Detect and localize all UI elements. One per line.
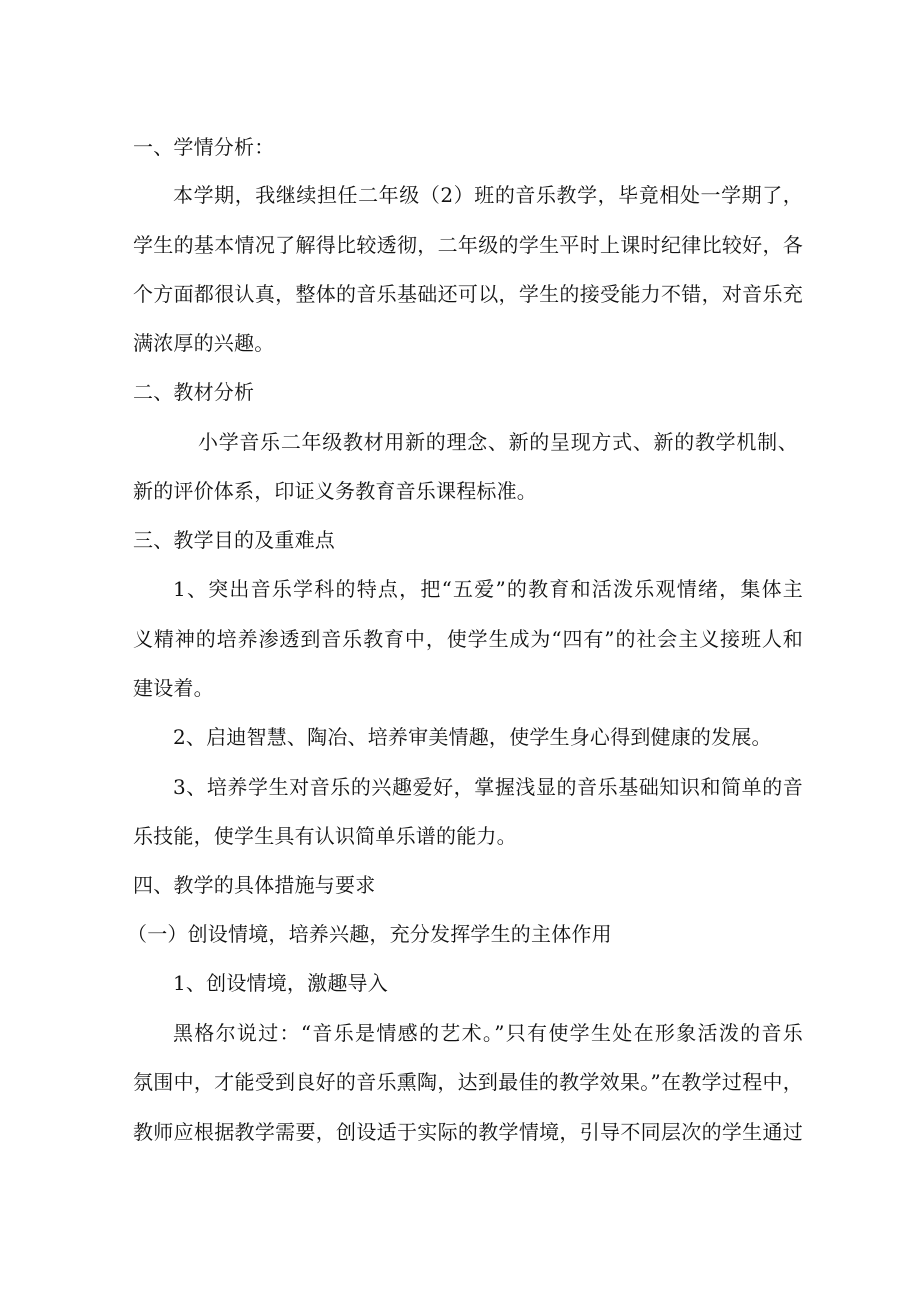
paragraph-line: 教师应根据教学需要，创设适于实际的教学情境，引导不同层次的学生通过 <box>133 1120 803 1144</box>
section-heading-1: 一、学情分析： <box>133 135 275 159</box>
paragraph-line: 学生的基本情况了解得比较透彻，二年级的学生平时上课时纪律比较好，各 <box>133 233 803 257</box>
paragraph-line: 满浓厚的兴趣。 <box>133 331 275 355</box>
list-item-line: 3、培养学生对音乐的兴趣爱好，掌握浅显的音乐基础知识和简单的音 <box>173 775 803 799</box>
section-heading-3: 三、教学目的及重难点 <box>133 528 335 552</box>
section-heading-2: 二、教材分析 <box>133 380 255 404</box>
list-item-line: 建设着。 <box>133 676 214 700</box>
list-item-line: 乐技能，使学生具有认识简单乐谱的能力。 <box>133 824 517 848</box>
paragraph-line: 新的评价体系，印证义务教育音乐课程标准。 <box>133 479 537 503</box>
sub-heading: （一）创设情境，培养兴趣，充分发挥学生的主体作用 <box>127 922 612 946</box>
list-item-line: 1、突出音乐学科的特点，把“五爱”的教育和活泼乐观情绪，集体主 <box>173 577 803 601</box>
paragraph-line: 氛围中，才能受到良好的音乐熏陶，达到最佳的教学效果。”在教学过程中， <box>133 1070 803 1094</box>
paragraph-line: 黑格尔说过：“音乐是情感的艺术。”只有使学生处在形象活泼的音乐 <box>173 1021 803 1045</box>
paragraph-line: 本学期，我继续担任二年级（2）班的音乐教学，毕竟相处一学期了， <box>173 183 803 207</box>
point-heading: 1、创设情境，激趣导入 <box>173 971 388 995</box>
list-item-line: 义精神的培养渗透到音乐教育中，使学生成为“四有”的社会主义接班人和 <box>133 627 803 651</box>
section-heading-4: 四、教学的具体措施与要求 <box>133 873 376 897</box>
paragraph-line: 个方面都很认真，整体的音乐基础还可以，学生的接受能力不错，对音乐充 <box>133 282 803 306</box>
list-item-line: 2、启迪智慧、陶冶、培养审美情趣，使学生身心得到健康的发展。 <box>173 725 772 749</box>
paragraph-line: 小学音乐二年级教材用新的理念、新的呈现方式、新的教学机制、 <box>198 430 798 454</box>
